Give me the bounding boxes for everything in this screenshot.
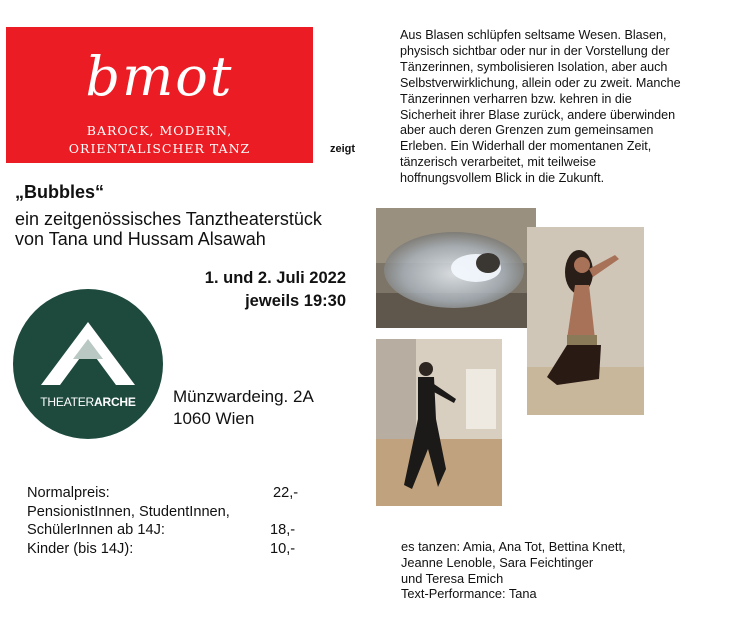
show-title: „Bubbles“ xyxy=(15,182,105,202)
theater-name-light: THEATER xyxy=(40,395,95,409)
theater-name-bold: ARCHE xyxy=(94,395,136,409)
price-label: PensionistInnen, StudentInnen, xyxy=(27,504,230,520)
bubble-photo xyxy=(376,208,536,328)
logo-subtitle-line2: ORIENTALISCHER TANZ xyxy=(68,141,251,156)
price-value: 18,- xyxy=(270,522,296,538)
logo-brand: bmot xyxy=(85,45,234,108)
price-value: 22,- xyxy=(273,485,299,501)
price-label: Normalpreis: xyxy=(27,485,110,501)
standing-dancer-photo xyxy=(376,339,502,506)
theater-arche-logo xyxy=(13,289,163,439)
venue-street: Münzwardeing. 2A xyxy=(173,387,314,406)
show-dates: 1. und 2. Juli 2022 xyxy=(204,269,346,287)
show-subtitle: ein zeitgenössisches Tanztheaterstück xyxy=(15,209,322,229)
price-value: 10,- xyxy=(270,541,296,557)
bmot-logo xyxy=(6,27,313,163)
description-text: Aus Blasen schlüpfen seltsame Wesen. Blasen, physisch sichtbar oder nur in der Vorstellung der Tänzerinnen, symbolisieren Isolation, aber auch Selbstverwirklichung, allein oder zu zweit. Manche Tänzerinnen verharren bzw. kehren in die Sicherheit ihrer Blase zurück, andere überwinden aber auch deren Grenzen zum gemeinsamen Erleben. Ein Widerhall der momentanen Zeit, tänzerisch verarbeitet, mit teilweise hoffnungsvollem Blick in die Zukunft. xyxy=(400,28,681,186)
logo-subtitle-line1: BAROCK, MODERN, xyxy=(86,123,233,138)
presents-label: zeigt xyxy=(330,143,356,155)
venue-city: 1060 Wien xyxy=(173,409,255,428)
arch-icon xyxy=(13,289,163,439)
show-time: jeweils 19:30 xyxy=(245,292,346,310)
theater-name xyxy=(13,395,163,409)
kneeling-dancer-photo xyxy=(527,227,644,415)
logo-subtitle xyxy=(6,122,313,158)
price-label: SchülerInnen ab 14J: xyxy=(27,522,165,538)
credits-line: Text-Performance: Tana xyxy=(401,586,537,602)
credits-line: Jeanne Lenoble, Sara Feichtinger xyxy=(401,554,594,570)
credits xyxy=(401,539,626,602)
show-authors: von Tana und Hussam Alsawah xyxy=(15,229,266,249)
price-label: Kinder (bis 14J): xyxy=(27,541,134,557)
credits-line: und Teresa Emich xyxy=(401,570,504,586)
credits-line: es tanzen: Amia, Ana Tot, Bettina Knett, xyxy=(401,539,626,554)
